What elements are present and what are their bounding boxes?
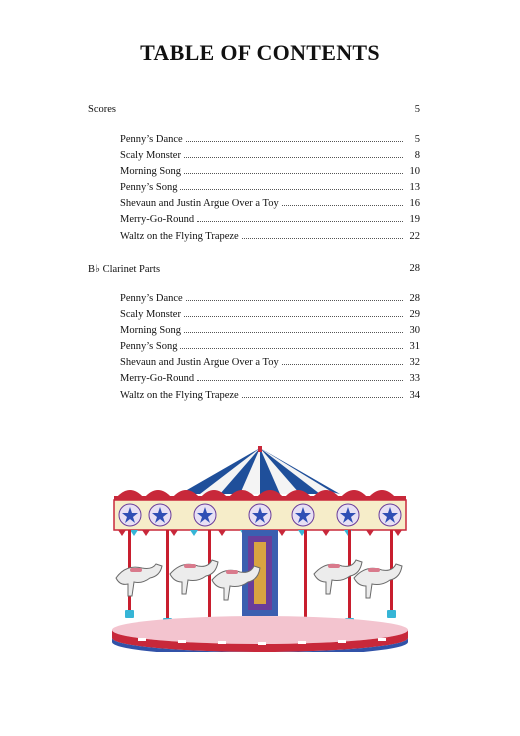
entry-title: Penny’s Dance	[120, 293, 183, 304]
entry-page: 5	[414, 134, 420, 145]
entry-page: 34	[409, 389, 420, 401]
toc-list-clarinet-parts	[120, 292, 420, 405]
section-page-number: 5	[414, 104, 420, 115]
page-title: TABLE OF CONTENTS	[140, 40, 380, 65]
dot-leader	[184, 308, 403, 317]
entry-page: 16	[409, 198, 420, 210]
dot-leader	[282, 197, 403, 206]
dot-leader	[186, 133, 403, 142]
section-label: B♭ Clarinet Parts	[88, 264, 161, 275]
entry-page: 30	[409, 325, 420, 337]
entry-title: Scaly Monster	[120, 309, 181, 321]
carousel-illustration	[108, 446, 412, 652]
entry-title: Morning Song	[120, 325, 181, 337]
entry-page: 31	[409, 341, 420, 353]
entry-page: 28	[409, 293, 420, 304]
entry-title: Morning Song	[120, 166, 181, 178]
toc-list-scores	[120, 133, 420, 246]
dot-leader	[180, 181, 403, 190]
entry-title: Merry-Go-Round	[120, 214, 195, 226]
entry-title: Shevaun and Justin Argue Over a Toy	[120, 357, 279, 369]
toc-entry[interactable]	[120, 165, 420, 181]
entry-title: Penny’s Dance	[120, 134, 183, 145]
toc-entry[interactable]	[120, 181, 420, 197]
toc-entry[interactable]	[120, 356, 420, 372]
toc-entry[interactable]	[120, 149, 420, 165]
dot-leader	[186, 292, 403, 301]
dot-leader	[197, 372, 403, 381]
dot-leader	[242, 389, 403, 398]
dot-leader	[180, 340, 403, 349]
toc-entry[interactable]	[120, 308, 420, 324]
entry-page: 22	[409, 230, 420, 242]
entry-title: Shevaun and Justin Argue Over a Toy	[120, 198, 279, 210]
section-page-number: 28	[409, 263, 420, 274]
toc-entry[interactable]	[120, 372, 420, 388]
dot-leader	[197, 213, 403, 222]
entry-page: 32	[409, 357, 420, 369]
entry-page: 10	[409, 166, 420, 178]
toc-entry[interactable]	[120, 340, 420, 356]
section-heading-scores[interactable]	[88, 104, 420, 115]
carousel-platform	[112, 616, 408, 652]
entry-title: Scaly Monster	[120, 150, 181, 162]
toc-entry[interactable]	[120, 324, 420, 340]
entry-title: Waltz on the Flying Trapeze	[120, 230, 239, 242]
entry-page: 13	[409, 182, 420, 194]
dot-leader	[242, 230, 403, 239]
entry-title: Merry-Go-Round	[120, 373, 195, 385]
entry-page: 19	[409, 214, 420, 226]
section-label: Scores	[88, 104, 116, 115]
entry-page: 33	[409, 373, 420, 385]
entry-title: Waltz on the Flying Trapeze	[120, 389, 239, 401]
dot-leader	[184, 324, 403, 333]
dot-leader	[184, 165, 403, 174]
toc-entry[interactable]	[120, 213, 420, 229]
toc-entry[interactable]	[120, 292, 420, 308]
dot-leader	[282, 356, 403, 365]
toc-entry[interactable]	[120, 197, 420, 213]
entry-title: Penny’s Song	[120, 341, 178, 353]
carousel-roof	[114, 446, 406, 500]
entry-page: 8	[414, 150, 420, 162]
toc-entry[interactable]	[120, 230, 420, 246]
toc-entry[interactable]	[120, 389, 420, 405]
entry-page: 29	[409, 309, 420, 321]
section-heading-clarinet-parts[interactable]	[88, 263, 420, 275]
dot-leader	[184, 149, 403, 158]
entry-title: Penny’s Song	[120, 182, 178, 194]
toc-entry[interactable]	[120, 133, 420, 149]
